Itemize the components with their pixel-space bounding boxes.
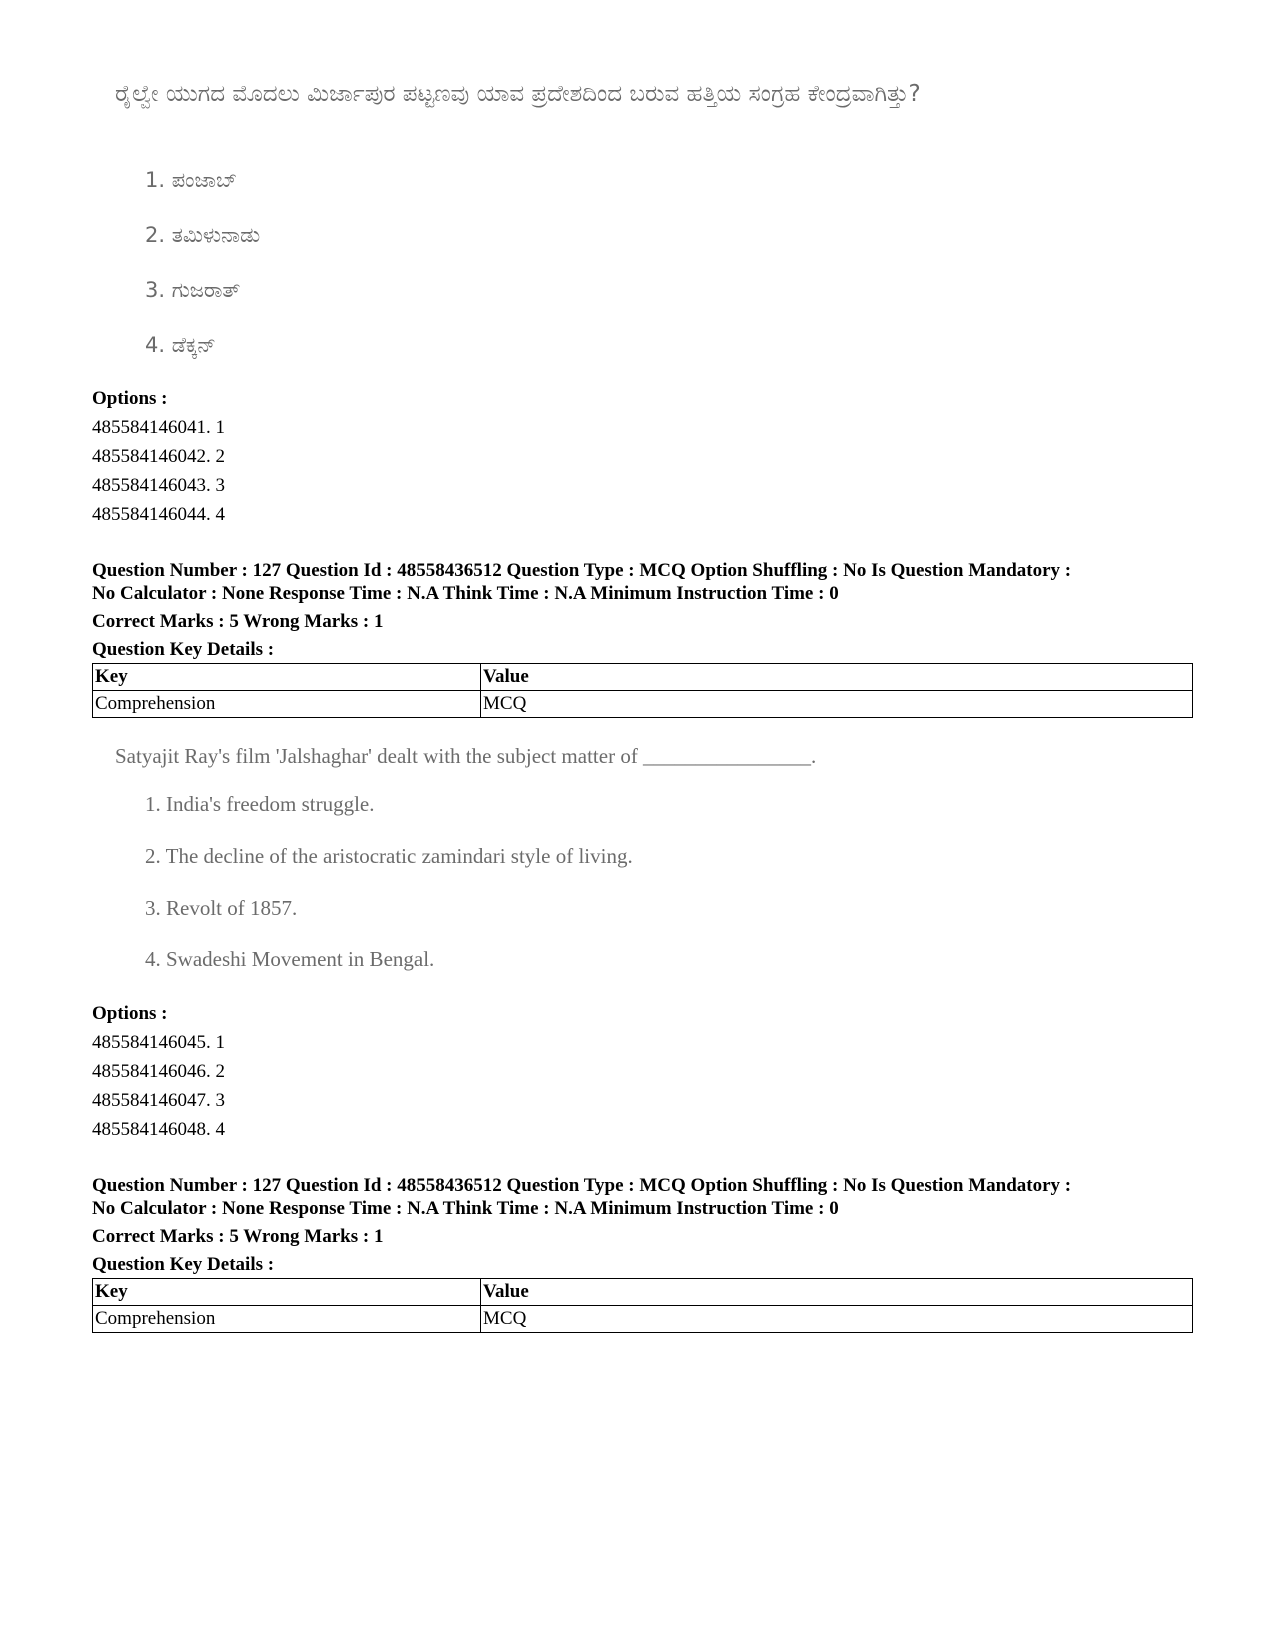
option-item: 485584146048. 4 bbox=[92, 1119, 225, 1140]
meta-line-1: Question Number : 127 Question Id : 48558436512 Question Type : MCQ Option Shuffling : No Is Question Mandatory : bbox=[92, 560, 1072, 581]
question-choice: 1. ಪಂಜಾಬ್ bbox=[145, 168, 238, 192]
question-choice: 3. ಗುಜರಾತ್ bbox=[145, 278, 241, 302]
key-details-table bbox=[92, 1278, 1193, 1333]
question-choice: 1. India's freedom struggle. bbox=[145, 792, 375, 816]
key-details-table bbox=[92, 663, 1193, 718]
options-label: Options : bbox=[92, 1003, 168, 1024]
question-image-kannada bbox=[115, 78, 1075, 357]
marks-line: Correct Marks : 5 Wrong Marks : 1 bbox=[92, 611, 384, 632]
table-header-row bbox=[93, 664, 1193, 691]
table-header-cell: Key bbox=[93, 1279, 481, 1306]
table-header-cell: Key bbox=[93, 664, 481, 691]
question-choice: 3. Revolt of 1857. bbox=[145, 896, 298, 920]
question-image-english bbox=[115, 740, 1075, 971]
question-meta bbox=[92, 1174, 1202, 1276]
meta-line-2: No Calculator : None Response Time : N.A Think Time : N.A Minimum Instruction Time : 0 bbox=[92, 1198, 839, 1219]
option-item: 485584146042. 2 bbox=[92, 446, 225, 467]
table-cell: Comprehension bbox=[93, 691, 481, 718]
table-header-cell: Value bbox=[481, 1279, 1193, 1306]
table-cell: Comprehension bbox=[93, 1306, 481, 1333]
question-meta bbox=[92, 559, 1202, 661]
table-header-row bbox=[93, 1279, 1193, 1306]
options-list bbox=[92, 999, 225, 1144]
marks-line: Correct Marks : 5 Wrong Marks : 1 bbox=[92, 1226, 384, 1247]
option-item: 485584146047. 3 bbox=[92, 1090, 225, 1111]
question-stem: ರೈಲ್ವೇ ಯುಗದ ಮೊದಲು ಮಿರ್ಜಾಪುರ ಪಟ್ಟಣವು ಯಾವ ಪ್ರದೇಶದಿಂದ ಬರುವ ಹತ್ತಿಯ ಸಂಗ್ರಹ ಕೇಂದ್ರವಾಗಿತ್ತು? bbox=[115, 81, 921, 107]
option-item: 485584146043. 3 bbox=[92, 475, 225, 496]
question-choice: 4. ಡೆಕ್ಕನ್ bbox=[145, 333, 216, 357]
options-list bbox=[92, 384, 225, 529]
table-cell: MCQ bbox=[481, 1306, 1193, 1333]
option-item: 485584146044. 4 bbox=[92, 504, 225, 525]
question-choice: 2. ತಮಿಳುನಾಡು bbox=[145, 223, 261, 247]
table-cell: MCQ bbox=[481, 691, 1193, 718]
question-choice: 2. The decline of the aristocratic zamindari style of living. bbox=[145, 844, 633, 868]
table-row bbox=[93, 1306, 1193, 1333]
options-label: Options : bbox=[92, 388, 168, 409]
question-stem: Satyajit Ray's film 'Jalshaghar' dealt with the subject matter of ________________. bbox=[115, 744, 817, 768]
table-row bbox=[93, 691, 1193, 718]
table-header-cell: Value bbox=[481, 664, 1193, 691]
key-details-label: Question Key Details : bbox=[92, 639, 275, 660]
meta-line-1: Question Number : 127 Question Id : 48558436512 Question Type : MCQ Option Shuffling : No Is Question Mandatory : bbox=[92, 1175, 1072, 1196]
option-item: 485584146045. 1 bbox=[92, 1032, 225, 1053]
option-item: 485584146041. 1 bbox=[92, 417, 225, 438]
option-item: 485584146046. 2 bbox=[92, 1061, 225, 1082]
key-details-label: Question Key Details : bbox=[92, 1254, 275, 1275]
meta-line-2: No Calculator : None Response Time : N.A Think Time : N.A Minimum Instruction Time : 0 bbox=[92, 583, 839, 604]
question-choice: 4. Swadeshi Movement in Bengal. bbox=[145, 947, 435, 971]
